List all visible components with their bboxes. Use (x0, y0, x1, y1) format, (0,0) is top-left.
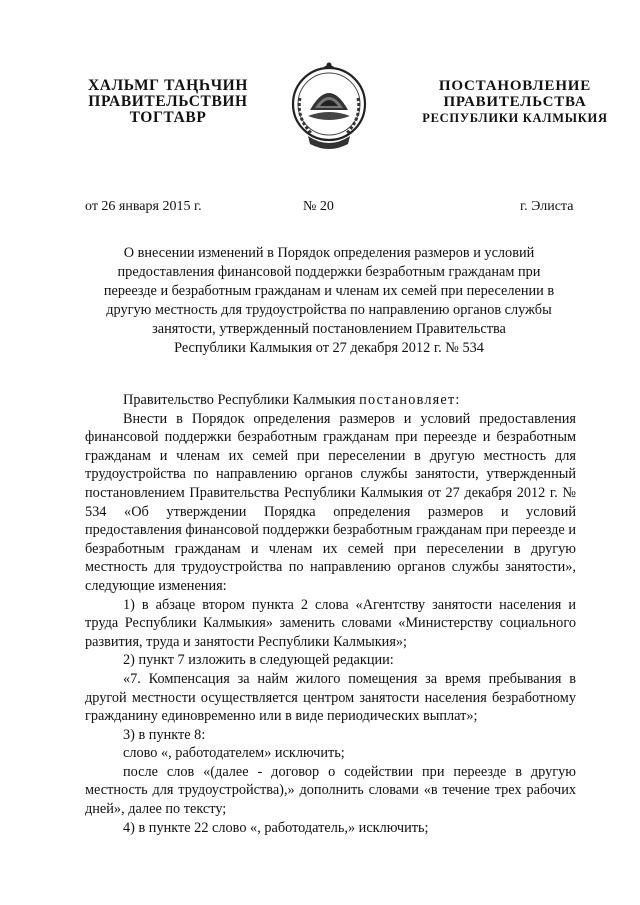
coat-of-arms-emblem (290, 58, 368, 154)
title-line: занятости, утвержденный постановлением Правительства (152, 321, 506, 337)
paragraph-item-3-sub-2: после слов «(далее - договор о содействии при переезде в другую местность для трудоустройства),» дополнить словами «в течение трех рабочих дней», далее по тексту; (85, 763, 576, 818)
preamble-decree-word: постановляет: (359, 392, 461, 408)
header-kalmyk-line-2: ПРАВИТЕЛЬСТВИН (88, 93, 248, 110)
document-number: № 20 (303, 199, 334, 214)
paragraph-item-2-text: «7. Компенсация за найм жилого помещения за время пребывания в другой местности осуществляется центром занятости населения безработному гражданину единовременно или в виде периодических выплат»; (85, 670, 576, 725)
header-kalmyk-line-3: ТОГТАВР (129, 109, 207, 126)
paragraph-item-2: 2) пункт 7 изложить в следующей редакции: (123, 652, 394, 669)
paragraph-item-1: 1) в абзаце втором пункта 2 слова «Агентству занятости населения и труда Республики Калмыкия» заменить словами «Министерству социального развития, труда и занятости Республики Калмыкия»; (85, 596, 576, 650)
paragraph-intro: Внести в Порядок определения размеров и условий предоставления финансовой поддержки безработным гражданам при переезде и безработным гражданам и членам их семей при переселении в другую местность для трудоустройства по направлению органов службы занятости, утвержденный постановлением Правительства Республики Калмыкия от 27 декабря 2012 г. № 534 «Об утверждении Порядка определения размеров и условий предоставления финансовой поддержки безработным гражданам при переезде и безработным гражданам и членам их семей при переселении в другую местность для трудоустройства по направлению органов службы занятости», следующие изменения: (85, 410, 576, 594)
title-line: другую местность для трудоустройства по направлению органов службы (106, 302, 552, 318)
paragraph-item-3: 3) в пункте 8: (123, 726, 206, 743)
document-title (90, 244, 568, 358)
paragraph-item-3-sub-1: слово «, работодателем» исключить; (123, 745, 345, 762)
header-russian-line-3: РЕСПУБЛИКИ КАЛМЫКИЯ (422, 111, 608, 125)
title-line: Республики Калмыкия от 27 декабря 2012 г. № 534 (174, 340, 484, 356)
header-russian-line-2: ПРАВИТЕЛЬСТВА (443, 94, 587, 110)
document-body (85, 391, 576, 837)
preamble-text: Правительство Республики Калмыкия (123, 392, 360, 408)
document-date: от 26 января 2015 г. (85, 199, 202, 214)
document-city: г. Элиста (520, 199, 574, 214)
header-russian-line-1: ПОСТАНОВЛЕНИЕ (438, 78, 592, 94)
title-line: переезде и безработным гражданам и членам их семей при переселении в (103, 283, 555, 299)
title-line: О внесении изменений в Порядок определения размеров и условий (123, 245, 535, 261)
header-kalmyk (78, 78, 258, 126)
header-russian (420, 78, 610, 126)
title-line: предоставления финансовой поддержки безработным гражданам при (117, 264, 541, 280)
paragraph-item-4: 4) в пункте 22 слово «, работодатель,» исключить; (123, 819, 429, 836)
header-kalmyk-line-1: ХАЛЬМГ ТАҢҺЧИН (87, 77, 248, 94)
preamble-paragraph (85, 391, 576, 410)
